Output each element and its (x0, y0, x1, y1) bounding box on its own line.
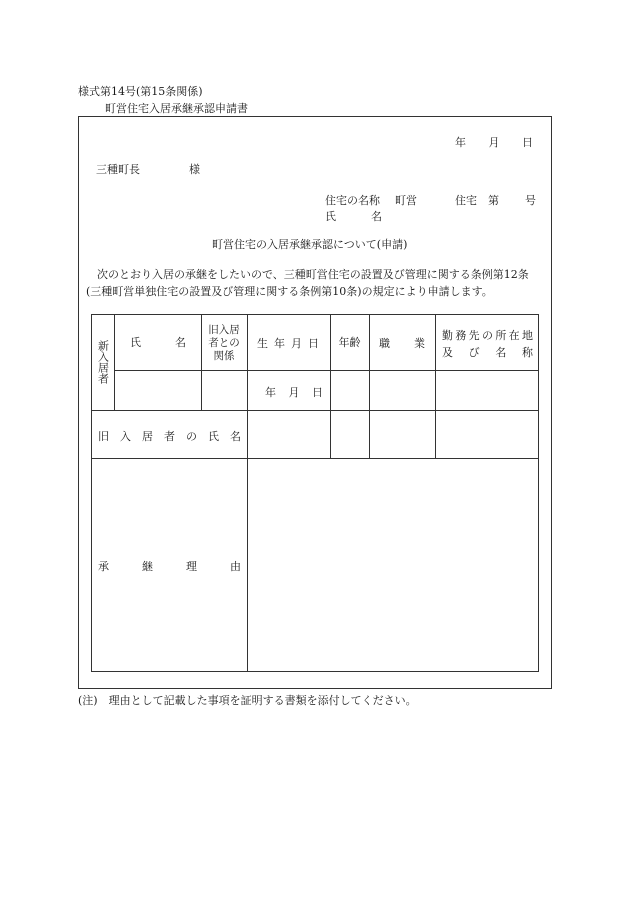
addressee-name: 三種町長 (96, 163, 140, 176)
header-birthdate (257, 335, 319, 351)
old-resident-char-2: 入 (120, 430, 131, 443)
old-resident-char-3: 居 (142, 430, 153, 443)
table-vline-birthdate (247, 314, 248, 671)
new-resident-label-cell (91, 314, 114, 410)
table-top-line (91, 314, 539, 315)
housing-prefix: 町営 (395, 194, 417, 207)
birthdate-day: 日 (312, 386, 323, 399)
workplace-char-7: 地 (521, 329, 533, 342)
birthdate-placeholder (265, 384, 323, 400)
header-relation-1: 旧入居 (208, 323, 240, 336)
name-label-1: 氏 (325, 210, 336, 223)
applicant-name-label (325, 208, 382, 224)
header-workplace-line1 (442, 327, 533, 343)
table-row-line-1 (91, 410, 539, 411)
old-resident-label (98, 428, 241, 444)
workplace-char-4: の (481, 329, 493, 342)
header-birthdate-1: 生 (257, 337, 268, 350)
housing-name-label: 住宅の名称 (325, 194, 380, 207)
subject: 町営住宅の入居承継承認について(申請) (212, 238, 408, 251)
workplace-char-2: 務 (455, 329, 467, 342)
date-month: 月 (488, 136, 500, 149)
housing-number-suffix: 号 (525, 194, 536, 207)
header-age: 年齢 (338, 336, 361, 349)
old-resident-char-1: 旧 (98, 430, 109, 443)
old-resident-char-7: 名 (230, 430, 241, 443)
reason-char-2: 継 (142, 560, 153, 573)
form-frame (78, 116, 552, 689)
reason-char-3: 理 (186, 560, 197, 573)
new-resident-label: 新入居者 (96, 340, 110, 384)
old-resident-char-4: 者 (164, 430, 175, 443)
addressee-honorific: 様 (189, 163, 200, 176)
workplace2-char-4: 称 (521, 346, 533, 359)
old-resident-char-5: の (186, 430, 197, 443)
header-relation (201, 318, 247, 368)
table-bottom-line (91, 671, 539, 672)
footnote: (注) 理由として記載した事項を証明する書類を添付してください。 (78, 694, 417, 707)
workplace-char-1: 勤 (442, 329, 453, 342)
header-name-1: 氏 (130, 336, 141, 349)
workplace2-char-1: 及 (442, 346, 453, 359)
workplace-char-6: 在 (508, 329, 520, 342)
workplace-char-5: 所 (495, 329, 507, 342)
date-line (455, 134, 533, 150)
body-text: 次のとおり入居の承継をしたいので、三種町営住宅の設置及び管理に関する条例第12条(三種町営単独住宅の設置及び管理に関する条例第10条)の規定により申請します。 (86, 268, 529, 298)
header-birthdate-3: 月 (291, 337, 302, 350)
header-relation-3: 関係 (213, 349, 235, 362)
table-header-line (114, 370, 539, 371)
housing-suffix: 住宅 (455, 194, 477, 207)
header-relation-2: 者との (208, 336, 240, 349)
reason-label (98, 558, 241, 574)
table-vline-job (369, 314, 370, 458)
header-name-2: 名 (175, 336, 186, 349)
header-name (130, 334, 186, 350)
table-row-line-2 (91, 458, 539, 459)
reason-char-1: 承 (98, 560, 109, 573)
table-right-line (538, 314, 539, 671)
header-job-2: 業 (414, 337, 425, 350)
date-year: 年 (455, 136, 466, 149)
housing-number-label: 第 (488, 194, 499, 207)
form-title: 町営住宅入居承継承認申請書 (105, 102, 248, 115)
table-vline-workplace (435, 314, 436, 458)
workplace2-char-3: 名 (495, 346, 507, 359)
birthdate-month: 月 (288, 386, 300, 399)
workplace2-char-2: び (468, 346, 480, 359)
name-label-2: 名 (371, 210, 382, 223)
form-number: 様式第14号(第15条関係) (78, 85, 203, 98)
date-day: 日 (522, 136, 533, 149)
birthdate-year: 年 (265, 386, 276, 399)
header-workplace-line2 (442, 344, 533, 360)
table-vline-name (114, 314, 115, 410)
header-job-1: 職 (379, 337, 390, 350)
workplace-char-3: 先 (468, 329, 480, 342)
header-birthdate-2: 年 (274, 337, 285, 350)
old-resident-char-6: 氏 (208, 430, 219, 443)
header-job (379, 335, 425, 351)
header-birthdate-4: 日 (308, 337, 319, 350)
reason-char-4: 由 (230, 560, 241, 573)
